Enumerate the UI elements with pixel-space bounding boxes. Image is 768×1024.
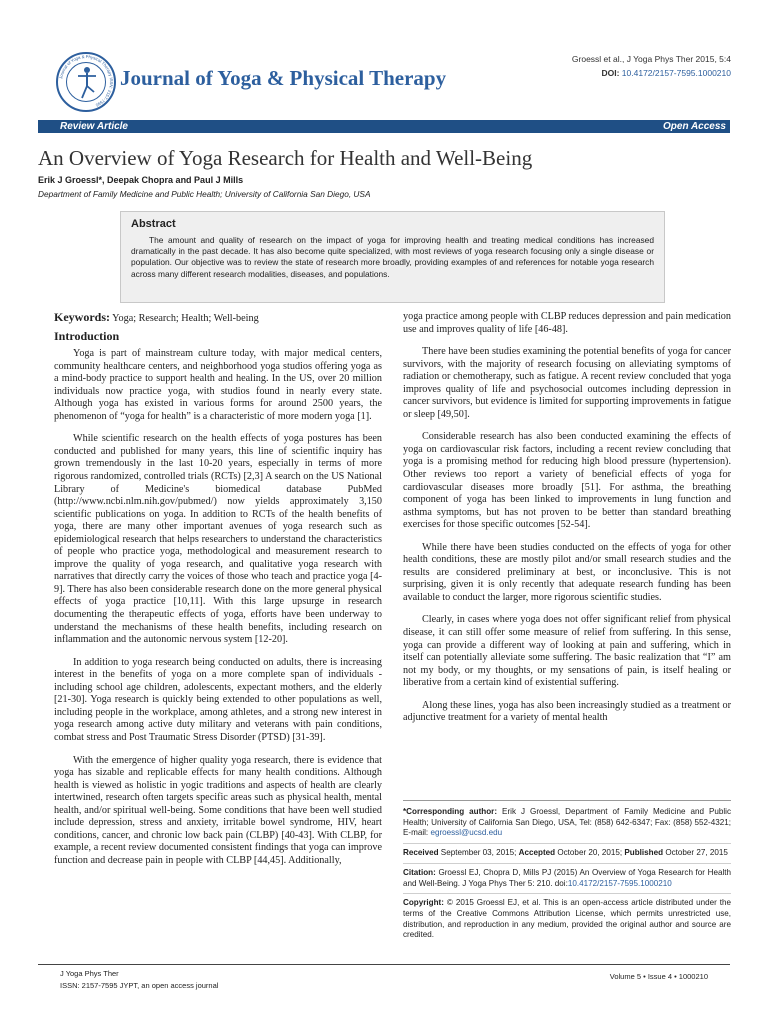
corresponding-text: Erik J Groessl, Department of Family Medicine and Public Health; University of California San Diego, USA, Tel: (858) 642-6347; Fax: (858) 552-4321; E-mail: (403, 807, 732, 838)
svg-text:Journal of Yoga & Physical The: Journal of Yoga & Physical Therapy ISSN: 2157-7595 (58, 53, 115, 108)
abstract-text: The amount and quality of research on the impact of yoga for improving health and treating medical conditions has increased dramatically in the past decade. It has also become quite specialized, with most reviews of yoga research focusing only a single disease or population. Our objective was to review the state of research more broadly, providing examples of and references for notable yoga research across many different research modalities, diseases, and populations. (131, 235, 654, 279)
review-article-label: Review Article (60, 121, 128, 132)
abstract-heading: Abstract (131, 218, 176, 230)
citation-short: Groessl et al., J Yoga Phys Ther 2015, 5:4 (571, 54, 731, 64)
intro-paragraph-4: With the emergence of higher quality yoga research, there is evidence that yoga has sizable and replicable effects for many health conditions. Although health is viewed as holistic in yogic traditions and aspects of health are clearly intertwined, research often targets specific areas such as physical health, mental health, and/or spiritual well-being. Some conditions that have been well studied include depression, stress and anxiety, irritable bowel syndrome, HIV, heart conditions, cancer, and chronic low back pain (CLBP) [40-43]. With CLBP, for example, a recent review documented consistent findings that yoga can improve function and decrease pain in people with CLBP [44,45]. Additionally, (54, 754, 382, 866)
keywords-label: Keywords: (54, 310, 110, 324)
footer-volume: Volume 5 • Issue 4 • 1000210 (609, 972, 708, 981)
intro-paragraph-3: In addition to yoga research being conducted on adults, there is increasing interest in the benefits of yoga on a more complete span of individuals - including school age children, adolescents, expectant mothers, and the elderly [21-30]. Yoga research is quickly being extended to other populations as well, including people in the workplace, among athletes, and a strong new interest in yoga research among active duty military and veterans with pain conditions, combat stress and Post Traumatic Stress Disorder (PTSD) [31-39]. (54, 656, 382, 743)
citation-doi-link[interactable]: 10.4172/2157-7595.1000210 (567, 878, 672, 888)
citation (403, 868, 731, 894)
copyright-text: © 2015 Groessl EJ, et al. This is an open-access article distributed under the terms of the Creative Commons Attribution License, which permits unrestricted use, distribution, and reproduction in any medium, provided the original author and source are credited. (403, 898, 731, 940)
corresponding-label: *Corresponding author: (403, 807, 498, 816)
authors: Erik J Groessl*, Deepak Chopra and Paul J Mills (38, 175, 244, 185)
footer-divider (38, 964, 730, 965)
right-column (403, 311, 731, 735)
abstract-box (120, 211, 665, 303)
intro-paragraph-1: Yoga is part of mainstream culture today, with major medical centers, community healthcare centers, and neighborhood yoga studios offering yoga as a mind-body practice to support health and healing. In the US, over 20 million individuals now practice yoga, with studios found in nearly every state. Although yoga has existed in various forms for around 2500 years, the phenomenon of “yoga for health” is a characteristic of more modern yoga [1]. (54, 348, 382, 422)
right-paragraph-6: Along these lines, yoga has also been increasingly studied as a treatment or adjunctive treatment for a variety of mental health (403, 699, 731, 724)
citation-text: Groessl EJ, Chopra D, Mills PJ (2015) An Overview of Yoga Research for Health and Well-Being. J Yoga Phys Ther 5: 210. doi: (403, 867, 731, 888)
footer-journal-abbrev: J Yoga Phys Ther (60, 969, 119, 978)
doi-label: DOI: (601, 68, 620, 78)
journal-logo (56, 52, 116, 112)
citation-label: Citation: (403, 867, 436, 877)
left-column (54, 311, 382, 877)
accepted-label: Accepted (518, 848, 556, 858)
header-citation (572, 52, 731, 80)
right-paragraph-1: yoga practice among people with CLBP reduces depression and pain medication use and improves quality of life [46-48]. (403, 311, 731, 335)
copyright (403, 898, 731, 945)
accepted-date: October 20, 2015; (557, 848, 623, 858)
published-label: Published (624, 848, 664, 858)
copyright-label: Copyright: (403, 898, 444, 908)
keywords (54, 311, 382, 326)
corresponding-author (403, 807, 731, 844)
right-paragraph-4: While there have been studies conducted on the effects of yoga for other health conditions, these are mostly pilot and/or small research studies and the results are considered preliminary at best, or inconclusive. This is not surprising, given it is only recently that adequate research funding has been available to conduct the larger, more rigorous scientific studies. (403, 541, 731, 603)
article-title: An Overview of Yoga Research for Health and Well-Being (38, 146, 533, 170)
right-paragraph-3: Considerable research has also been conducted examining the effects of yoga on cardiovascular risk factors, including a recent review concluding that yoga is a promising method for reducing high blood pressure (hypertension). Other reviews too report a variety of beneficial effects of yoga for cardiovascular diseases more broadly [51]. For asthma, the breathing component of yoga has been linked to improvements in lung function and asthma symptoms, but has not proven to be better than standard breathing exercises for those specific outcomes [52-54]. (403, 431, 731, 531)
doi-line (572, 66, 731, 80)
published-date: October 27, 2015 (665, 848, 728, 858)
right-paragraph-5: Clearly, in cases where yoga does not offer significant relief from physical disease, it can still offer some measure of relief from suffering. In this sense, yoga can provide a different way of looking at pain and suffering, which in itself can potentially alleviate some suffering. The basic realization that “I” am not my body, or my thoughts, or my sensations of pain, is itself healing or liberative from a certain kind of existential suffering. (403, 614, 731, 689)
logo-ring-text (56, 52, 116, 112)
footer-left (60, 968, 218, 992)
introduction-heading: Introduction (54, 328, 120, 343)
email-link[interactable]: egroessl@ucsd.edu (430, 828, 503, 838)
footer-issn: ISSN: 2157-7595 JYPT, an open access journal (60, 981, 219, 990)
right-paragraph-2: There have been studies examining the potential benefits of yoga for cancer survivors, with the majority of research focusing on alleviating symptoms of radiation or chemotherapy, such as fatigue. A recent review concluded that yoga improves quality of life and psychosocial outcomes including depression in cancer survivors, but evidence is limited for supporting improvements in fatigue or sleep [49,50]. (403, 346, 731, 420)
doi-link[interactable]: 10.4172/2157-7595.1000210 (621, 68, 731, 78)
journal-title: Journal of Yoga & Physical Therapy (120, 66, 447, 90)
received-label: Received (403, 848, 439, 858)
keywords-text: Yoga; Research; Health; Well-being (112, 313, 259, 324)
received-date: September 03, 2015; (440, 848, 517, 858)
affiliation: Department of Family Medicine and Public Health; University of California San Diego, USA (38, 189, 371, 199)
intro-paragraph-2: While scientific research on the health effects of yoga postures has been conducted and published for many years, this line of scientific inquiry has grown tremendously in the last 10-20 years, especially in terms of more rigorous randomized, controlled trials (RCTs) [2,3] A search on the US National Library of Medicine's biomedical database PubMed (http://www.ncbi.nlm.nih.gov/pubmed/) now yields approximately 3,150 scientific publications on yoga. In addition to RCTs of the health benefits of yoga, there are many other important avenues of yoga research such as epidemiological research that helps researchers to understand the characteristics of people who practice yoga, methodological and measurement research to improve the quality of yoga research, and qualitative yoga research with narratives that directly carry the voices of those who teach and practice yoga [4-9]. There has also been considerable research done on the more general physical effects of yoga practice [10,11]. With this large upsurge in research documenting the therapeutic effects of yoga, efforts have been underway to understand the mechanisms of these health benefits, including research on inflammation and the autonomic nervous system [12-20]. (54, 433, 382, 646)
article-type-banner (38, 120, 730, 133)
open-access-label: Open Access (663, 121, 726, 132)
dates (403, 848, 731, 864)
correspondence-box (403, 800, 731, 949)
